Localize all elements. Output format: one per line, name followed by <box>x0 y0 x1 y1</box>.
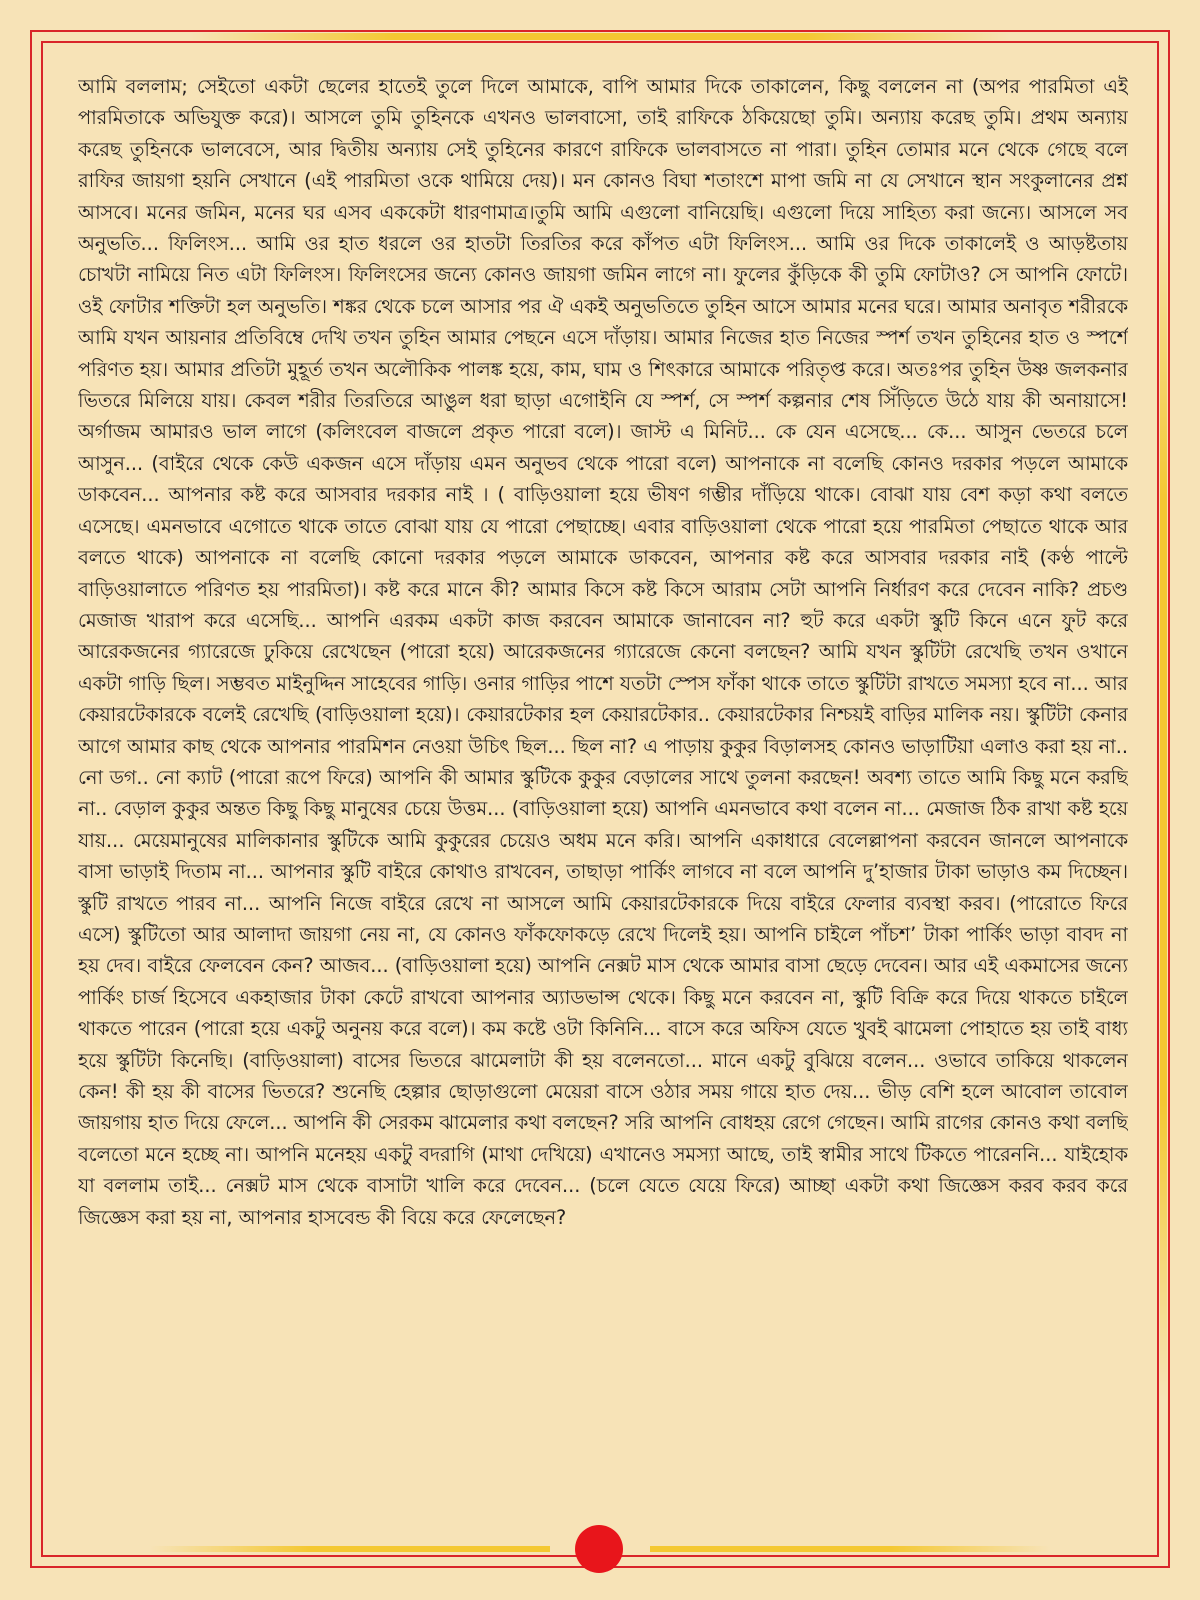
gold-left-ornament <box>33 200 40 1400</box>
gold-bottom-left-ornament <box>150 1546 550 1552</box>
body-paragraph: আমি বললাম; সেইতো একটা ছেলের হাতেই তুলে দিলে আমাকে, বাপি আমার দিকে তাকালেন, কিছু বললেন না (অপর পারমিতা এই পারমিতাকে অভিযুক্ত করে)। আসলে তুমি তুহিনকে এখনও ভালবাসো, তাই রাফিকে ঠকিয়েছো তুমি। অন্যায় করেছ তুমি। প্রথম অন্যায় করেছ তুহিনকে ভালবেসে, আর দ্বিতীয় অন্যায় সেই তুহিনের কারণে রাফিকে ভালবাসতে না পারা। তুহিন তোমার মনে থেকে গেছে বলে রাফির জায়গা হয়নি সেখানে (এই পারমিতা ওকে থামিয়ে দেয়)। মন কোনও বিঘা শতাংশে মাপা জমি না যে সেখানে স্থান সংকুলানের প্রশ্ন আসবে। মনের জমিন, মনের ঘর এসব এককেটা ধারণামাত্র।তুমি আমি এগুলো বানিয়েছি। এগুলো দিয়ে সাহিত্য করা জন্যে। আসলে সব অনুভতি... ফিলিংস... আমি ওর হাত ধরলে ওর হাতটা তিরতির করে কাঁপত এটা ফিলিংস... আমি ওর দিকে তাকালেই ও আড়ষ্টতায় চোখটা নামিয়ে নিত এটা ফিলিংস। ফিলিংসের জন্যে কোনও জায়গা জমিন লাগে না। ফুলের কুঁড়িকে কী তুমি ফোটাও? সে আপনি ফোটে। ওই ফোটার শক্তিটা হল অনুভতি। শঙ্কর থেকে চলে আসার পর ঐ একই অনুভতিতে তুহিন আসে আমার মনের ঘরে। আমার অনাবৃত শরীরকে আমি যখন আয়নার প্রতিবিম্বে দেখি তখন তুহিন আমার পেছনে এসে দাঁড়ায়। আমার নিজের হাত নিজের স্পর্শ তখন তুহিনের হাত ও স্পর্শে পরিণত হয়। আমার প্রতিটা মুহূর্ত তখন অলৌকিক পালঙ্ক হয়ে, কাম, ঘাম ও শিৎকারে আমাকে পরিতৃপ্ত করে। অতঃপর তুহিন উষ্ণ জলকনার ভিতরে মিলিয়ে যায়। কেবল শরীর তিরতিরে আঙুল ধরা ছাড়া এগোইনি যে স্পর্শ, সে স্পর্শ কল্পনার শেষ সিঁড়িতে উঠে যায় কী অনায়াসে! অর্গাজম আমারও ভাল লাগে (কলিংবেল বাজলে প্রকৃত পারো বলে)। জাস্ট এ মিনিট... কে যেন এসেছে... কে... আসুন ভেতরে চলে আসুন... (বাইরে থেকে কেউ একজন এসে দাঁড়ায় এমন অনুভব থেকে পারো বলে) আপনাকে না বলেছি কোনও দরকার পড়লে আমাকে ডাকবেন... আপনার কষ্ট করে আসবার দরকার নাই । ( বাড়িওয়ালা হয়ে ভীষণ গম্ভীর দাঁড়িয়ে থাকে। বোঝা যায় বেশ কড়া কথা বলতে এসেছে। এমনভাবে এগোতে থাকে তাতে বোঝা যায় যে পারো পেছাচ্ছে। এবার বাড়িওয়ালা থেকে পারো হয়ে পারমিতা পেছাতে থাকে আর বলতে থাকে) আপনাকে না বলেছি কোনো দরকার পড়লে আমাকে ডাকবেন, আপনার কষ্ট করে আসবার দরকার নাই (কণ্ঠ পাল্টে বাড়িওয়ালাতে পরিণত হয় পারমিতা)। কষ্ট করে মানে কী? আমার কিসে কষ্ট কিসে আরাম সেটা আপনি নির্ধারণ করে দেবেন নাকি? প্রচণ্ড মেজাজ খারাপ করে এসেছি... আপনি এরকম একটা কাজ করবেন আমাকে জানাবেন না? হুট করে একটা স্কুটি কিনে এনে ফুট করে আরেকজনের গ্যারেজে ঢুকিয়ে রেখেছেন (পারো হয়ে) আরেকজনের গ্যারেজে কেনো বলছেন? আমি যখন স্কুটিটা রেখেছি তখন ওখানে একটা গাড়ি ছিল। সম্ভবত মাইনুদ্দিন সাহেবের গাড়ি। ওনার গাড়ির পাশে যতটা স্পেস ফাঁকা থাকে তাতে স্কুটিটা রাখতে সমস্যা হবে না... আর কেয়ারটেকারকে বলেই রেখেছি (বাড়িওয়ালা হয়ে)। কেয়ারটেকার হল কেয়ারটেকার.. কেয়ারটেকার নিশ্চয়ই বাড়ির মালিক নয়। স্কুটিটা কেনার আগে আমার কাছ থেকে আপনার পারমিশন নেওয়া উচিৎ ছিল... ছিল না? এ পাড়ায় কুকুর বিড়ালসহ কোনও ভাড়াটিয়া এলাও করা হয় না.. নো ডগ.. নো ক্যাট (পারো রূপে ফিরে) আপনি কী আমার স্কুটিকে কুকুর বেড়ালের সাথে তুলনা করছেন! অবশ্য তাতে আমি কিছু মনে করছি না.. বেড়াল কুকুর অন্তত কিছু কিছু মানুষের চেয়ে উত্তম... (বাড়িওয়ালা হয়ে) আপনি এমনভাবে কথা বলেন না... মেজাজ ঠিক রাখা কষ্ট হয়ে যায়... মেয়েমানুষের মালিকানার স্কুটিকে আমি কুকুরের চেয়েও অধম মনে করি। আপনি একাধারে বেলেল্লাপনা করবেন জানলে আপনাকে বাসা ভাড়াই দিতাম না... আপনার স্কুটি বাইরে কোথাও রাখবেন, তাছাড়া পার্কিং লাগবে না বলে আপনি দু’হাজার টাকা ভাড়াও কম দিচ্ছেন। স্কুটি রাখতে পারব না... আপনি নিজে বাইরে রেখে না আসলে আমি কেয়ারটেকারকে দিয়ে বাইরে ফেলার ব্যবস্থা করব। (পারোতে ফিরে এসে) স্কুটিতো আর আলাদা জায়গা নেয় না, যে কোনও ফাঁকফোকড়ে রেখে দিলেই হয়। আপনি চাইলে পাঁচশ’ টাকা পার্কিং ভাড়া বাবদ না হয় দেব। বাইরে ফেলবেন কেন? আজব... (বাড়িওয়ালা হয়ে) আপনি নেক্সট মাস থেকে আমার বাসা ছেড়ে দেবেন। আর এই একমাসের জন্যে পার্কিং চার্জ হিসেবে একহাজার টাকা কেটে রাখবো আপনার অ্যাডভান্স থেকে। কিছু মনে করবেন না, স্কুটি বিক্রি করে দিয়ে থাকতে চাইলে থাকতে পারেন (পারো হয়ে একটু অনুনয় করে বলে)। কম কষ্টে ওটা কিনিনি... বাসে করে অফিস যেতে খুবই ঝামেলা পোহাতে হয় তাই বাধ্য হয়ে স্কুটিটা কিনেছি। (বাড়িওয়ালা) বাসের ভিতরে ঝামেলাটা কী হয় বলেনতো... মানে একটু বুঝিয়ে বলেন... ওভাবে তাকিয়ে থাকলেন কেন! কী হয় কী বাসের ভিতরে? শুনেছি হেল্পার ছোড়াগুলো মেয়েরা বাসে ওঠার সময় গায়ে হাত দেয়... ভীড় বেশি হলে আবোল তাবোল জায়গায় হাত দিয়ে ফেলে... আপনি কী সেরকম ঝামেলার কথা বলছেন? সরি আপনি বোধহয় রেগে গেছেন। আমি রাগের কোনও কথা বলছি বলেতো মনে হচ্ছে না। আপনি মনেহয় একটু বদরাগি (মাথা দেখিয়ে) এখানেও সমস্যা আছে, তাই স্বামীর সাথে টিকতে পারেননি... যাইহোক যা বললাম তাই... নেক্সট মাস থেকে বাসাটা খালি করে দেবেন... (চলে যেতে যেয়ে ফিরে) আচ্ছা একটা কথা জিজ্ঞেস করব করব করে জিজ্ঞেস করা হয় না, আপনার হাসবেন্ড কী বিয়ে করে ফেলেছেন? <box>78 75 1128 1229</box>
gold-top-ornament <box>190 33 1010 40</box>
red-circle-ornament <box>575 1525 623 1573</box>
gold-bottom-right-ornament <box>650 1546 1050 1552</box>
page-content <box>78 71 1128 1521</box>
gold-right-ornament <box>1160 200 1167 1400</box>
